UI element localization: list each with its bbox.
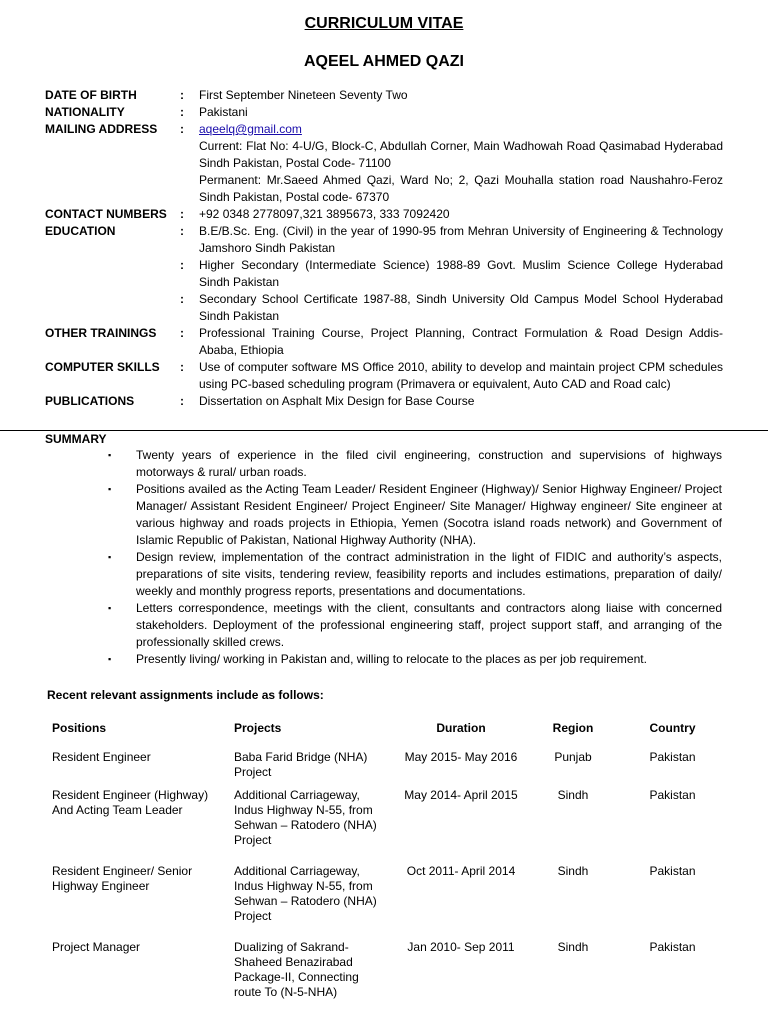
education-row-2 <box>0 257 768 291</box>
current-address: Current: Flat No: 4-U/G, Block-C, Abdullah Corner, Main Wadhowah Road Qasimabad Hyderabad Sindh Pakistan, Postal Code- 71100 <box>199 139 723 170</box>
column-header-region: Region <box>552 721 594 735</box>
education-label: EDUCATION <box>45 224 116 238</box>
computer-value: Use of computer software MS Office 2010, ability to develop and maintain project CPM schedules using PC-based scheduling program (Primavera or equivalent, Auto CAD and Road calc) <box>199 360 723 391</box>
position-cell: Resident Engineer <box>52 750 151 764</box>
colon: : <box>180 258 184 272</box>
project-cell: Dualizing of Sakrand-Shaheed Benazirabad Package-II, Connecting route To (N-5-NHA) <box>234 940 359 999</box>
summary-item <box>108 651 722 668</box>
personal-info <box>0 87 768 410</box>
mailing-label: MAILING ADDRESS <box>45 122 158 136</box>
nationality-row <box>0 104 768 121</box>
column-header-country: Country <box>649 721 696 735</box>
column-header-positions: Positions <box>52 721 107 735</box>
duration-cell: Jan 2010- Sep 2011 <box>407 940 515 954</box>
column-header-duration: Duration <box>436 721 486 735</box>
bullet-icon: ▪ <box>108 450 112 460</box>
trainings-label: OTHER TRAININGS <box>45 326 157 340</box>
bullet-icon: ▪ <box>108 654 112 664</box>
table-row <box>46 786 726 854</box>
summary-text: Positions availed as the Acting Team Leader/ Resident Engineer (Highway)/ Senior Highway Engineer/ Project Manager/ Assistant Resident Engineer/ Project Engineer/ Site Manager/ Highway engineer/ Site engineer at various highway and roads projects in Ethiopia, Yemen (Socotra island roads network) and Government of Islamic Republic of Pakistan, National Highway Authority (NHA). <box>136 482 722 547</box>
column-header-projects: Projects <box>234 721 282 735</box>
table-row <box>46 930 726 1006</box>
section-divider <box>0 430 768 431</box>
project-cell: Additional Carriageway, Indus Highway N-55, from Sehwan – Ratodero (NHA) Project <box>234 788 377 847</box>
dob-value: First September Nineteen Seventy Two <box>199 88 408 102</box>
country-cell: Pakistan <box>649 750 696 764</box>
bullet-icon: ▪ <box>108 603 112 613</box>
summary-item <box>108 447 722 481</box>
education-item: Secondary School Certificate 1987-88, Sindh University Old Campus Model School Hyderabad Sindh Pakistan <box>199 292 723 323</box>
document-title: CURRICULUM VITAE <box>304 15 464 32</box>
colon: : <box>180 360 184 374</box>
colon: : <box>180 207 184 221</box>
summary-list <box>0 447 768 668</box>
colon: : <box>180 122 184 136</box>
region-cell: Punjab <box>554 750 592 764</box>
country-cell: Pakistan <box>649 864 696 878</box>
bullet-icon: ▪ <box>108 484 112 494</box>
computer-row <box>0 359 768 393</box>
country-cell: Pakistan <box>649 788 696 802</box>
publications-label: PUBLICATIONS <box>45 394 135 408</box>
contact-label: CONTACT NUMBERS <box>45 207 167 221</box>
region-cell: Sindh <box>557 864 589 878</box>
summary-item <box>108 600 722 651</box>
assignments-heading: Recent relevant assignments include as follows: <box>47 688 324 702</box>
education-row-3 <box>0 291 768 325</box>
colon: : <box>180 394 184 408</box>
summary-text: Letters correspondence, meetings with the client, consultants and contractors along liaise with concerned stakeholders. Deployment of the professional engineering staff, project support staff, and arranging of the professionally skilled crews. <box>136 601 722 649</box>
trainings-row <box>0 325 768 359</box>
email-link[interactable]: aqeelq@gmail.com <box>199 122 302 136</box>
project-cell: Additional Carriageway, Indus Highway N-55, from Sehwan – Ratodero (NHA) Project <box>234 864 377 923</box>
summary-text: Design review, implementation of the contract administration in the light of FIDIC and authority’s aspects, preparations of site visits, tendering review, feasibility reports and includes estimations, preparation of daily/ weekly and monthly progress reports, presentations and documentations. <box>136 550 722 598</box>
colon: : <box>180 88 184 102</box>
mailing-row <box>0 121 768 206</box>
bullet-icon: ▪ <box>108 552 112 562</box>
colon: : <box>180 105 184 119</box>
education-row-1 <box>0 223 768 257</box>
education-item: B.E/B.Sc. Eng. (Civil) in the year of 1990-95 from Mehran University of Engineering & Technology Jamshoro Sindh Pakistan <box>199 224 723 255</box>
computer-label: COMPUTER SKILLS <box>45 360 160 374</box>
dob-label: DATE OF BIRTH <box>45 88 137 102</box>
colon: : <box>180 326 184 340</box>
mailing-value <box>199 121 723 206</box>
candidate-name: AQEEL AHMED QAZI <box>303 53 464 70</box>
trainings-value: Professional Training Course, Project Planning, Contract Formulation & Road Design Addis-Ababa, Ethiopia <box>199 326 723 357</box>
nationality-value: Pakistani <box>199 105 248 119</box>
permanent-address: Permanent: Mr.Saeed Ahmed Qazi, Ward No; 2, Qazi Mouhalla station road Naushahro-Feroz Sindh Pakistan, Postal code- 67370 <box>199 173 723 204</box>
education-item: Higher Secondary (Intermediate Science) 1988-89 Govt. Muslim Science College Hyderabad Sindh Pakistan <box>199 258 723 289</box>
colon: : <box>180 292 184 306</box>
summary-item <box>108 481 722 549</box>
duration-cell: May 2015- May 2016 <box>404 750 518 764</box>
region-cell: Sindh <box>557 940 589 954</box>
position-cell: Resident Engineer (Highway) And Acting Team Leader <box>52 788 209 817</box>
table-header-row <box>46 714 726 748</box>
position-cell: Project Manager <box>52 940 141 954</box>
table-row <box>46 854 726 930</box>
colon: : <box>180 224 184 238</box>
summary-text: Presently living/ working in Pakistan and, willing to relocate to the places as per job requirement. <box>136 652 647 666</box>
duration-cell: Oct 2011- April 2014 <box>406 864 516 878</box>
country-cell: Pakistan <box>649 940 696 954</box>
position-cell: Resident Engineer/ Senior Highway Engineer <box>52 864 193 893</box>
dob-row <box>0 87 768 104</box>
publications-value: Dissertation on Asphalt Mix Design for Base Course <box>199 394 475 408</box>
table-row <box>46 748 726 786</box>
duration-cell: May 2014- April 2015 <box>404 788 518 802</box>
contact-value: +92 0348 2778097,321 3895673, 333 7092420 <box>199 207 450 221</box>
summary-item <box>108 549 722 600</box>
contact-row <box>0 206 768 223</box>
project-cell: Baba Farid Bridge (NHA) Project <box>234 750 368 779</box>
assignments-table <box>46 714 726 1006</box>
nationality-label: NATIONALITY <box>45 105 125 119</box>
publications-row <box>0 393 768 410</box>
summary-text: Twenty years of experience in the filed civil engineering, construction and supervisions of highways motorways & rural/ urban roads. <box>136 448 722 479</box>
summary-heading: SUMMARY <box>45 432 107 446</box>
region-cell: Sindh <box>557 788 589 802</box>
